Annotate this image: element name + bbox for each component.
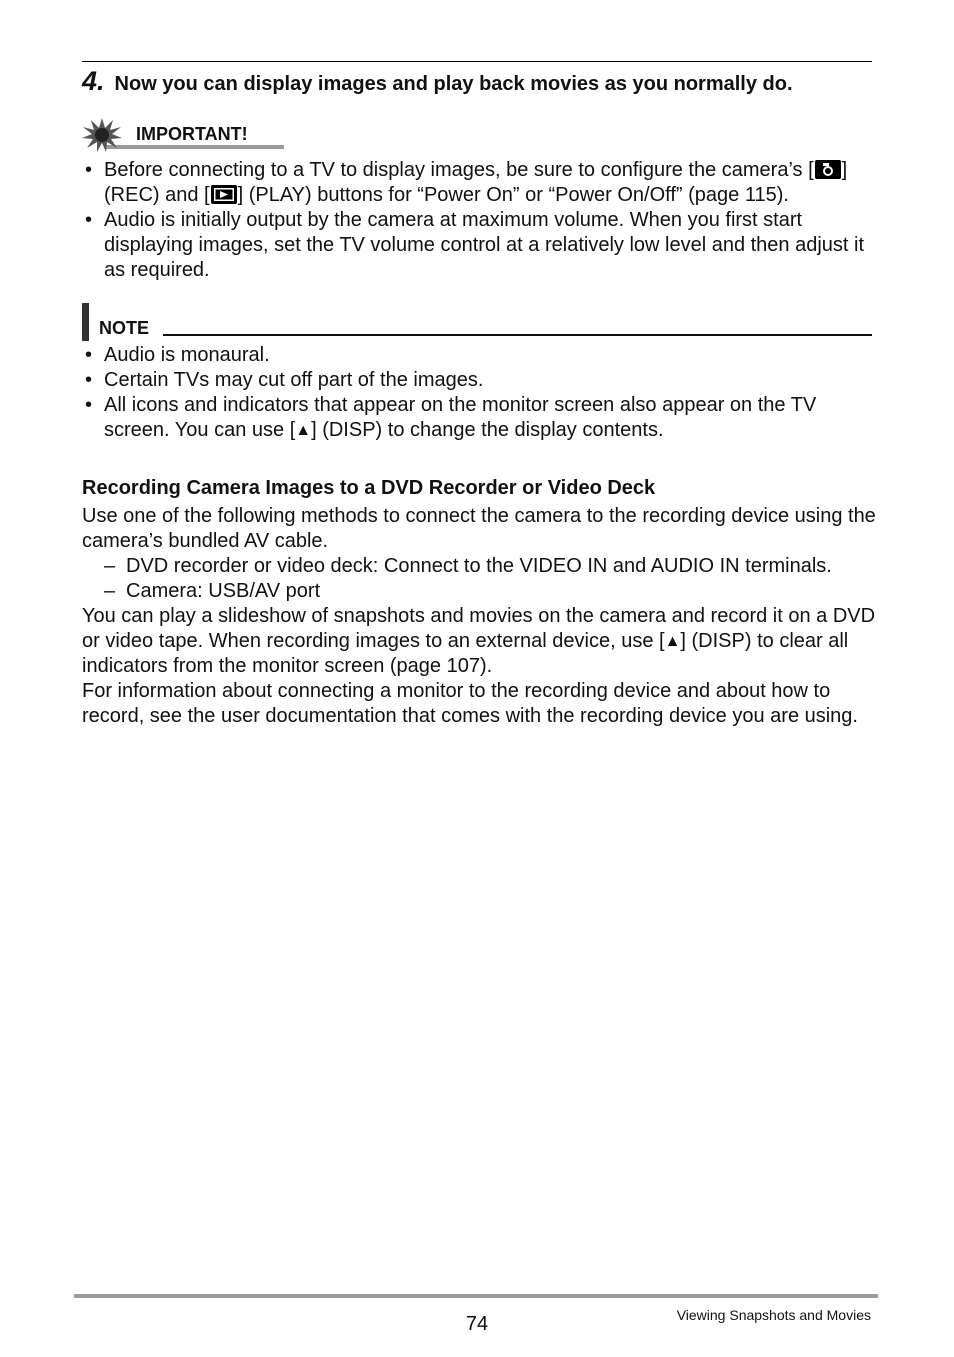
list-item: • Audio is monaural. (82, 343, 882, 368)
important-list (82, 158, 882, 283)
note-list (82, 343, 882, 443)
list-item: – Camera: USB/AV port (82, 579, 882, 604)
footer-section-title: Viewing Snapshots and Movies (676, 1307, 871, 1323)
note-header (82, 303, 872, 341)
documentation-paragraph: For information about connecting a monitor to the recording device and about how to record, see the user documentation that comes with the recording device you are using. (82, 680, 858, 727)
play-icon (211, 185, 237, 204)
slideshow-paragraph: You can play a slideshow of snapshots and movies on the camera and record it on a DVD or video tape. When recording images to an external device, use [▲] (DISP) to clear all indicators from the monitor screen (page 107). (82, 605, 876, 677)
list-item: • Before connecting to a TV to display images, be sure to configure the camera’s [ ] (REC) and [ ] (PLAY) buttons for “Power On” or “Power On/Off” (page 115). (82, 158, 882, 208)
note-label: NOTE (99, 318, 150, 338)
step-4 (82, 66, 882, 97)
up-triangle-icon: ▲ (664, 633, 681, 650)
top-rule (82, 61, 872, 62)
section-title: Recording Camera Images to a DVD Recorder or Video Deck (82, 477, 656, 499)
starburst-icon (82, 118, 122, 152)
note-bar (82, 303, 89, 341)
step-number: 4. (82, 66, 105, 96)
important-label: IMPORTANT! (136, 124, 248, 144)
section-intro: Use one of the following methods to connect the camera to the recording device using the camera’s bundled AV cable. (82, 505, 876, 552)
list-item: – DVD recorder or video deck: Connect to the VIDEO IN and AUDIO IN terminals. (82, 554, 882, 579)
important-rule (106, 145, 284, 149)
note-rule (163, 334, 872, 336)
page-number: 74 (465, 1313, 489, 1335)
camera-icon (815, 160, 841, 179)
method-list (82, 554, 882, 604)
up-triangle-icon: ▲ (295, 422, 312, 439)
step-text: Now you can display images and play back movies as you normally do. (114, 73, 793, 95)
footer-rule (74, 1294, 878, 1298)
recording-section (82, 476, 882, 729)
list-item: • Audio is initially output by the camera at maximum volume. When you first start displaying images, set the TV volume control at a relatively low level and then adjust it as required. (82, 208, 882, 283)
important-header (82, 118, 292, 152)
list-item: • Certain TVs may cut off part of the images. (82, 368, 882, 393)
list-item: • All icons and indicators that appear on the monitor screen also appear on the TV screen. You can use [▲] (DISP) to change the display contents. (82, 393, 882, 443)
